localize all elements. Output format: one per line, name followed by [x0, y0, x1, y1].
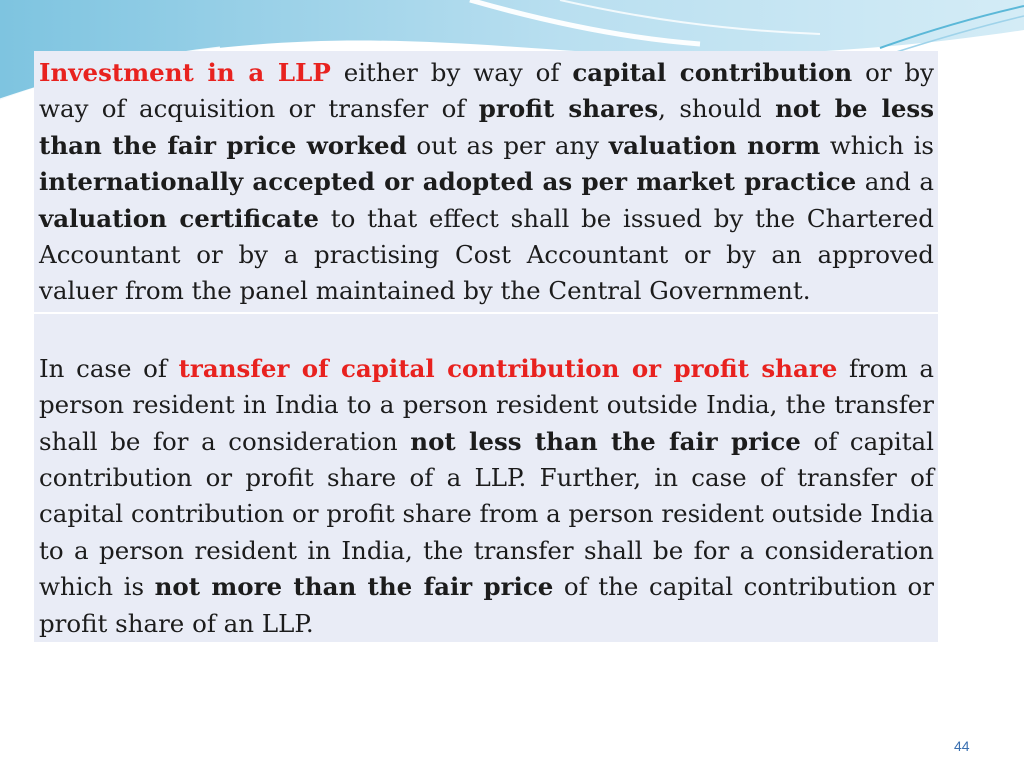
text-run: to that effect shall be issued by the Chartered Accountant or by a practising Cost Accountant or by an approved valuer from the panel maintained by the Central Government. [39, 203, 934, 306]
text-run: from a person resident in India to a person resident outside India, the transfer shall be for a consideration [39, 353, 934, 456]
text-run: either by way of [330, 58, 573, 87]
text-run: or by way of acquisition or transfer of [39, 58, 935, 124]
bold-text: not more than the fair price [154, 572, 554, 602]
text-run: which is [820, 130, 934, 160]
bold-text: capital contribution [572, 58, 853, 87]
table-cell-transfer [34, 314, 938, 642]
text-run: of the capital contribution or profit share of an LLP. [39, 572, 934, 638]
bold-text: internationally accepted or adopted as per market practice [39, 167, 857, 197]
bold-text: valuation certificate [39, 203, 319, 233]
text-run: of capital contribution or profit share of a LLP. Further, in case of transfer of capital contribution or profit share from a person resident outside India to a person resident in India, the transfer shall be for a consideration which is [39, 426, 934, 602]
content-table [34, 51, 938, 642]
bold-text: not less than the fair price [410, 426, 801, 456]
bold-text: profit shares [478, 94, 659, 124]
text-run: , should [658, 94, 776, 124]
highlight-text: Investment in a LLP [39, 58, 331, 87]
text-run: out as per any [406, 130, 609, 160]
bold-text: not be less than the fair price worked [39, 94, 935, 160]
highlight-text: transfer of capital contribution or profit share [178, 353, 838, 383]
text-run: In case of [39, 353, 179, 383]
bold-text: valuation norm [608, 130, 821, 160]
page-number: 44 [954, 738, 970, 754]
table-cell-llp-investment [34, 51, 938, 314]
text-run: and a [856, 167, 934, 197]
